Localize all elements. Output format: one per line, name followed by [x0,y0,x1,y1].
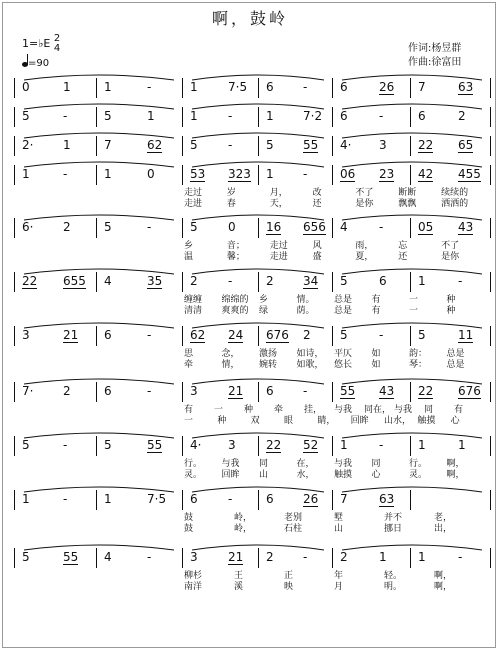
note: 55 [303,138,319,152]
lyric: 天， [269,199,288,209]
lyric: 夏， [355,252,374,262]
note: 22 [22,274,38,288]
lyric: 如 [371,360,381,370]
lyric: 正 [284,571,294,581]
lyric: 缠缠 [184,295,203,305]
note: 1 [104,492,112,506]
note: 6 [340,109,348,123]
lyric: 种 [217,416,227,426]
lyric: 是你 [355,199,374,209]
lyric: 情。 [296,295,315,305]
note: - [147,328,152,342]
time-bottom: 4 [53,43,61,54]
lyric: 如诗， [296,349,324,359]
note: 1 [147,109,155,123]
note: 6· [22,220,34,234]
note: 323 [228,167,251,181]
note: 2 [303,328,311,342]
note: - [228,109,233,123]
lyric: 改 [312,188,322,198]
note: 5 [190,220,198,234]
note: 62 [190,328,206,342]
note: 6 [340,80,348,94]
slur-layer [14,165,492,195]
note: 1 [458,438,466,452]
note: 1 [104,167,112,181]
key-note: E [43,37,51,50]
lyricist: 作词:杨昱群 [408,43,462,54]
lyric: 还 [312,199,322,209]
note: 0 [147,167,155,181]
lyric: 灵。 [184,470,203,480]
lyric: 心 [371,470,381,480]
note: - [63,109,68,123]
note: 7 [418,80,426,94]
lyric: 续续的 [441,188,469,198]
lyric: 明。 [384,582,403,592]
note: 21 [228,550,244,564]
note: - [458,550,463,564]
note: 1 [63,80,71,94]
score-line [14,382,492,426]
note: 7·5 [228,80,248,94]
lyric: 琴： [409,360,428,370]
quarter-note-icon [22,62,28,67]
lyric: 回眸 [350,416,369,426]
note: - [379,109,384,123]
lyric: 心 [450,416,460,426]
note: 06 [340,167,356,181]
note: - [63,492,68,506]
lyric: 出， [434,524,453,534]
lyric: 一 [214,405,224,415]
note: 6 [190,492,198,506]
note: 655 [63,274,86,288]
note: 53 [190,167,206,181]
note: 1 [63,138,71,152]
lyric: 鼓 [184,513,194,523]
lyric: 一 [409,306,419,316]
score-line [14,218,492,262]
note: 5 [266,138,274,152]
note: 2 [190,274,198,288]
lyric: 馨； [226,252,245,262]
lyric: 山 [259,470,269,480]
note: 63 [458,80,474,94]
lyric: 绿 [259,306,269,316]
lyric: 总是 [446,360,465,370]
note: 5 [340,274,348,288]
lyric: 同 [424,405,434,415]
note: 1 [190,109,198,123]
note: - [458,274,463,288]
note: 2 [266,550,274,564]
lyric: 念， [221,349,240,359]
note: 4 [104,274,112,288]
lyric: 月， [269,188,288,198]
note: 63 [379,492,395,506]
note: - [303,80,308,94]
time-top: 2 [53,33,61,44]
note: - [147,220,152,234]
note: 22 [266,438,282,452]
note: 1 [22,167,30,181]
note: 1 [190,80,198,94]
note: - [303,384,308,398]
note: 3 [379,138,387,152]
note: - [228,138,233,152]
lyric: 石柱 [284,524,303,534]
note: 1 [418,274,426,288]
note: 3 [190,550,198,564]
note: - [303,550,308,564]
lyric: 乡 [259,295,269,305]
lyric: 总是 [334,295,353,305]
note: 43 [379,384,395,398]
note: 22 [418,138,434,152]
slur-layer [14,272,492,302]
lyric: 悠长 [334,360,353,370]
lyric: 有 [184,405,194,415]
note: - [379,328,384,342]
note: 6 [418,109,426,123]
score-line [14,78,492,108]
note: 0 [228,220,236,234]
lyric: 种 [446,295,456,305]
lyric: 山水， [384,416,412,426]
note: - [228,274,233,288]
key-prefix: 1= [22,37,39,50]
lyric: 挪日 [384,524,403,534]
lyric: 啊， [446,470,465,480]
lyric: 一 [409,295,419,305]
lyric: 行。 [409,459,428,469]
lyric: 柳杉 [184,571,203,581]
lyric: 洒洒的 [441,199,469,209]
note: 1 [379,550,387,564]
tempo-marking [22,58,49,69]
lyric: 轻。 [384,571,403,581]
note: 656 [303,220,326,234]
note: 0 [22,80,30,94]
lyric: 一 [184,416,194,426]
lyric: 月 [334,582,344,592]
lyric: 风 [312,241,322,251]
note: 3 [190,384,198,398]
lyric: 平仄 [334,349,353,359]
note: 1 [418,550,426,564]
lyric: 有 [454,405,464,415]
slur-layer [14,548,492,578]
note: 5 [104,109,112,123]
lyric: 并不 [384,513,403,523]
note: 16 [266,220,282,234]
lyric: 绵绵的 [221,295,249,305]
lyric: 牵 [274,405,284,415]
note: 5 [22,550,30,564]
lyric: 种 [446,306,456,316]
lyric: 与我 [394,405,413,415]
note: 65 [458,138,474,152]
lyric: 是你 [441,252,460,262]
lyric: 老别 [284,513,303,523]
note: 23 [379,167,395,181]
lyric: 灵。 [409,470,428,480]
song-title: 啊，鼓岭 [211,9,288,28]
lyric: 双 [250,416,260,426]
note: 5 [104,438,112,452]
note: - [147,384,152,398]
slur-layer [14,136,492,166]
credits [408,42,461,70]
lyric: 雨， [355,241,374,251]
note: - [379,438,384,452]
note: 676 [458,384,481,398]
note: 6 [266,492,274,506]
lyric: 种 [244,405,254,415]
note: 1 [104,80,112,94]
note: - [228,492,233,506]
note: 5 [340,328,348,342]
lyric: 岁 [226,188,236,198]
lyric: 走进 [184,199,203,209]
lyric: 南洋 [184,582,203,592]
composer: 作曲:徐富田 [408,57,462,68]
lyric: 与我 [334,405,353,415]
note: 2 [266,274,274,288]
note: 5 [22,438,30,452]
score-line [14,490,492,534]
lyric: 激扬 [259,349,278,359]
note: 5 [190,138,198,152]
lyric: 音； [226,241,245,251]
lyric: 山 [334,524,344,534]
lyric: 溪 [234,582,244,592]
lyric: 行。 [184,459,203,469]
lyric: 忘 [398,241,408,251]
note: 6 [379,274,387,288]
lyric: 啊， [434,571,453,581]
lyric: 不了 [355,188,374,198]
lyric: 岭， [234,524,253,534]
note: 05 [418,220,434,234]
score-line [14,272,492,316]
note: 35 [147,274,163,288]
lyric: 年 [334,571,344,581]
lyric: 与我 [334,459,353,469]
lyric: 荫。 [296,306,315,316]
lyric: 春 [226,199,236,209]
lyric: 牵 [184,360,194,370]
lyric: 飘飘 [398,199,417,209]
score-line [14,436,492,480]
lyric: 水， [296,470,315,480]
lyric: 还 [398,252,408,262]
lyric: 同在， [364,405,392,415]
lyric: 走过 [269,241,288,251]
note: 4· [340,138,352,152]
lyric: 思 [184,349,194,359]
note: 1 [266,167,274,181]
note: 7 [104,138,112,152]
note: - [303,167,308,181]
lyric: 与我 [221,459,240,469]
score-line [14,548,492,592]
note: 24 [228,328,244,342]
note: 55 [340,384,356,398]
lyric: 有 [371,306,381,316]
lyric: 王 [234,571,244,581]
note: 4 [340,220,348,234]
note: 7·2 [303,109,323,123]
lyric: 睛， [317,416,336,426]
note: 22 [418,384,434,398]
lyric: 韵： [409,349,428,359]
tempo-value: =90 [28,58,50,69]
note: 34 [303,274,319,288]
lyric: 总是 [446,349,465,359]
note: 43 [458,220,474,234]
note: 4 [104,550,112,564]
note: - [63,438,68,452]
score-line [14,136,492,166]
lyric: 同 [371,459,381,469]
lyric: 情， [221,360,240,370]
note: 455 [458,167,481,181]
note: 26 [303,492,319,506]
lyric: 岭， [234,513,253,523]
lyric: 回眸 [221,470,240,480]
lyric: 走进 [269,252,288,262]
note: 6 [104,328,112,342]
time-signature [54,34,60,54]
note: 2 [63,220,71,234]
lyric: 触摸 [417,416,436,426]
lyric: 触摸 [334,470,353,480]
slur-layer [14,218,492,248]
lyric: 啊， [446,459,465,469]
note: 2· [22,138,34,152]
note: 7 [340,492,348,506]
note: 42 [418,167,434,181]
note: - [379,220,384,234]
note: 3 [228,438,236,452]
note: 1 [418,438,426,452]
lyric: 眼 [284,416,294,426]
note: - [63,167,68,181]
score-line [14,165,492,209]
lyric: 走过 [184,188,203,198]
note: 55 [63,550,79,564]
note: 11 [458,328,474,342]
note: 62 [147,138,163,152]
note: 26 [379,80,395,94]
lyric: 断断 [398,188,417,198]
lyric: 同 [259,459,269,469]
note: 5 [418,328,426,342]
lyric: 盛 [312,252,322,262]
flat-sign: ♭ [38,37,44,50]
note: 3 [22,328,30,342]
lyric: 如歌， [296,360,324,370]
lyric: 映 [284,582,294,592]
note: 5 [22,109,30,123]
note: 2 [340,550,348,564]
lyric: 爽爽的 [221,306,249,316]
lyric: 温 [184,252,194,262]
lyric: 如 [371,349,381,359]
note: 6 [266,384,274,398]
lyric: 老， [434,513,453,523]
lyric: 乡 [184,241,194,251]
lyric: 啊， [434,582,453,592]
lyric: 有 [371,295,381,305]
note: 1 [266,109,274,123]
lyric: 在， [296,459,315,469]
note: 1 [340,438,348,452]
note: 6 [266,80,274,94]
lyric: 婉转 [259,360,278,370]
slur-layer [14,107,492,137]
note: 2 [63,384,71,398]
key-signature [22,34,60,54]
note: - [147,80,152,94]
lyric: 挂， [304,405,323,415]
slur-layer [14,490,492,520]
note: 2 [458,109,466,123]
lyric: 总是 [334,306,353,316]
note: 6 [104,384,112,398]
score-line [14,326,492,370]
note: - [147,550,152,564]
note: 21 [63,328,79,342]
lyric: 不了 [441,241,460,251]
note: 1 [22,492,30,506]
note: 5 [104,220,112,234]
note: 55 [147,438,163,452]
score-line [14,107,492,137]
note: 7·5 [147,492,167,506]
lyric: 鼓 [184,524,194,534]
note: 7· [22,384,34,398]
note: 676 [266,328,289,342]
lyric: 墅 [334,513,344,523]
note: 21 [228,384,244,398]
lyric: 清清 [184,306,203,316]
slur-layer [14,78,492,108]
note: 4· [190,438,202,452]
note: 52 [303,438,319,452]
